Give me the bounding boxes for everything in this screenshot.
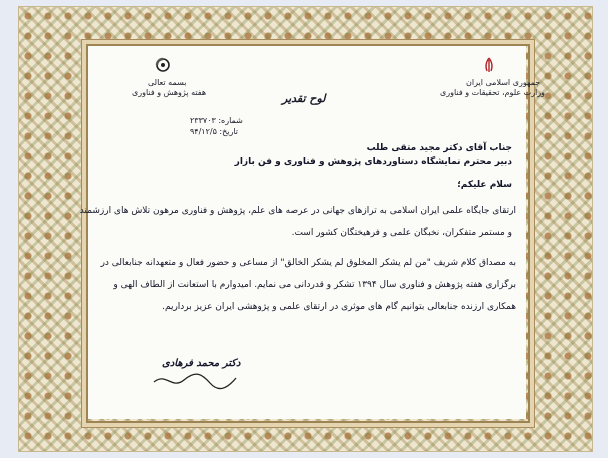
signatory-name: دکتر محمد فرهادی — [162, 358, 241, 369]
greeting: سلام علیکم؛ — [457, 180, 512, 190]
page-title: لوح تقدیر — [282, 92, 326, 105]
paragraph2-line2: برگزاری هفته پژوهش و فناوری سال ۱۳۹۴ تشکر و قدردانی می نمایم. امیدوارم با استعانت از الطاف الهی و — [113, 280, 516, 290]
addressee: جناب آقای دکتر مجید متقی طلب — [366, 143, 512, 153]
document-number: شماره: ۲۳۳۷۰۳ — [190, 116, 243, 125]
left-header-line1: بسمه تعالی — [148, 78, 187, 87]
iran-emblem-icon — [478, 56, 500, 76]
addressee-position: دبیر محترم نمایشگاه دستاوردهای پژوهش و فناوری و فن بازار — [234, 157, 512, 167]
right-header-line1: جمهوری اسلامی ایران — [466, 78, 541, 87]
paragraph2-line1: به مصداق کلام شریف "من لم یشکر المخلوق لم یشکر الخالق" از مساعی و حضور فعال و متعهدانه جنابعالی در — [100, 258, 516, 268]
paragraph1-line2: و مستمر متفکران، نخبگان علمی و فرهیختگان کشور است. — [291, 228, 512, 238]
paragraph1-line1: ارتقای جایگاه علمی ایران اسلامی به ترازهای جهانی در عرصه های علم، پژوهش و فناوری مرهون تلاش های ارزشمند — [79, 206, 516, 216]
right-header-line2: وزارت علوم، تحقیقات و فناوری — [440, 88, 545, 97]
research-week-logo-icon — [152, 56, 174, 76]
signature-scribble-icon — [150, 370, 240, 392]
left-header-line2: هفته پژوهش و فناوری — [132, 88, 207, 97]
paragraph2-line3: همکاری ارزنده جنابعالی بتوانیم گام های موثری در ارتقای علمی و پژوهشی ایران عزیز برداریم. — [162, 302, 516, 312]
document-date: تاریخ: ۹۴/۱۲/۵ — [190, 127, 239, 136]
